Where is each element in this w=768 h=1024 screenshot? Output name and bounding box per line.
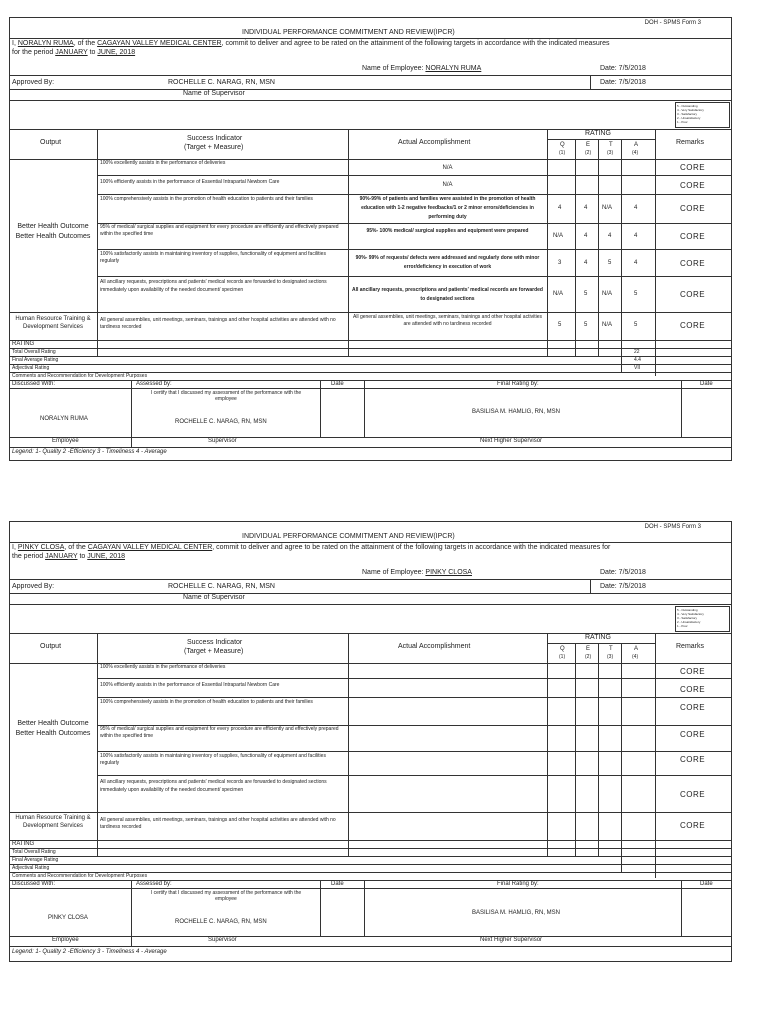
actual-row-2: N/A xyxy=(442,182,453,188)
date-label: Date xyxy=(331,881,344,887)
total-rating-value: 22 xyxy=(634,349,640,355)
remark-row-4: CORE xyxy=(680,232,706,241)
form-number: DOH - SPMS Form 3 xyxy=(644,20,701,26)
rating-q-row-6: N/A xyxy=(553,291,564,297)
supervisor-name: ROCHELLE C. NARAG, RN, MSN xyxy=(168,583,275,590)
next-supervisor-caption: Next Higher Supervisor xyxy=(480,438,543,444)
employee-caption: Employee xyxy=(52,438,79,444)
final-rating-by-label: Final Rating by: xyxy=(497,381,539,387)
col-a: A xyxy=(634,142,639,148)
indicator-row-6: All ancillary requests, prescriptions and patients' medical records are forwarded to designated sections immediately upon availability of the needed document/ specimen xyxy=(100,279,327,293)
date-label-2: Date xyxy=(700,381,713,387)
comments-label: Comments and Recommendation for Development Purposes xyxy=(12,873,148,879)
indicator-row-7: All general assemblies, unit meetings, seminars, trainings and other hospital activities are attended with no tardiness recorded xyxy=(100,817,336,830)
legend: Legend: 1- Quality 2 -Efficiency 3 - Timeliness 4 - Average xyxy=(12,949,167,955)
col-q-num: (1) xyxy=(559,150,566,156)
rating-q-row-7: 5 xyxy=(558,322,562,328)
date-label-2: Date xyxy=(700,881,713,887)
col-a: A xyxy=(634,646,639,652)
employee-signature: NORALYN RUMA xyxy=(40,416,88,422)
assessed-by-label: Assessed by: xyxy=(136,381,172,387)
total-rating-label: Total Overall Rating xyxy=(12,849,56,855)
actual-row-3: 90%-99% of patients and families were assisted in the promotion of health education with 1-2 negative feedbacks/1 or 2 minor errors/deficiencies in performing duty xyxy=(359,196,536,220)
actual-row-6: All ancillary requests, prescriptions and patients' medical records are forwarded to designated sections xyxy=(352,287,543,302)
rating-q-row-4: N/A xyxy=(553,233,564,239)
col-e-num: (2) xyxy=(585,150,592,156)
col-e-num: (2) xyxy=(585,654,592,660)
rating-a-row-5: 4 xyxy=(634,260,638,266)
remark-row-3: CORE xyxy=(680,703,706,712)
rating-e-row-3: 4 xyxy=(584,205,588,211)
supervisor-signature: ROCHELLE C. NARAG, RN, MSN xyxy=(175,419,267,425)
col-success-indicator: Success Indicator xyxy=(187,639,243,646)
rating-a-row-4: 4 xyxy=(634,233,638,239)
col-remarks: Remarks xyxy=(676,643,705,650)
final-average-label: Final Average Rating xyxy=(12,857,59,863)
supervisor-name: ROCHELLE C. NARAG, RN, MSN xyxy=(168,79,275,86)
remark-row-2: CORE xyxy=(680,685,706,694)
col-output: Output xyxy=(40,139,62,146)
rating-scale-legend: 5 - Outstanding 4 - Very Satisfactory 3 - Satisfactory 2 - Unsatisfactory 1 - Poor xyxy=(675,102,730,128)
rating-a-row-7: 5 xyxy=(634,322,638,328)
output-hr-training: Human Resource Training & Development Services xyxy=(15,815,91,829)
indicator-row-3: 100% comprehensively assists in the promotion of health education to patients and their families xyxy=(100,196,313,202)
indicator-row-5: 100% satisfactorily assists in maintaining inventory of supplies, functionality of equipment and facilities regularly xyxy=(100,251,326,264)
employee-name: Name of Employee: PINKY CLOSA xyxy=(362,569,472,576)
rating-summary-label: RATING xyxy=(12,341,35,347)
rating-t-row-4: 4 xyxy=(608,233,612,239)
col-e: E xyxy=(586,142,591,148)
rating-t-row-3: N/A xyxy=(602,205,613,211)
col-t: T xyxy=(609,142,613,148)
rating-scale-legend: 5 - Outstanding 4 - Very Satisfactory 3 - Satisfactory 2 - Unsatisfactory 1 - Poor xyxy=(675,606,730,632)
indicator-row-2: 100% efficiently assists in the performance of Essential Intrapartal Newborn Care xyxy=(100,179,280,185)
output-hr-training: Human Resource Training & Development Services xyxy=(15,316,91,330)
indicator-row-1: 100% excellently assists in the performance of deliveries xyxy=(100,160,226,166)
remark-row-1: CORE xyxy=(680,163,706,172)
commitment-line: I, PINKY CLOSA, of the CAGAYAN VALLEY MEDICAL CENTER, commit to deliver and agree to be rated on the attainment of the following targets in accordance with the indicated measures for xyxy=(12,544,611,551)
supervisor-signature: ROCHELLE C. NARAG, RN, MSN xyxy=(175,919,267,925)
col-q-num: (1) xyxy=(559,654,566,660)
next-supervisor-signature: BASILISA M. HAMLIG, RN, MSN xyxy=(472,409,561,415)
supervisor-label: Name of Supervisor xyxy=(183,90,245,97)
indicator-row-5: 100% satisfactorily assists in maintaining inventory of supplies, functionality of equipment and facilities regularly xyxy=(100,753,326,766)
col-rating: RATING xyxy=(585,130,611,137)
ipcr-form-2 xyxy=(9,521,732,962)
col-t-num: (3) xyxy=(607,150,614,156)
employee-caption: Employee xyxy=(52,937,79,943)
rating-q-row-3: 4 xyxy=(558,205,562,211)
date-label: Date xyxy=(331,381,344,387)
remark-row-6: CORE xyxy=(680,790,706,799)
col-actual: Actual Accomplishment xyxy=(398,643,471,650)
final-average-value: 4.4 xyxy=(634,357,641,363)
col-actual: Actual Accomplishment xyxy=(398,139,471,146)
output-better-health: Better Health Outcome Better Health Outcomes xyxy=(15,223,91,240)
col-success-indicator: Success Indicator xyxy=(187,135,243,142)
discussed-with-label: Discussed With: xyxy=(12,881,56,887)
final-rating-by-label: Final Rating by: xyxy=(497,881,539,887)
form-number: DOH - SPMS Form 3 xyxy=(644,524,701,530)
indicator-row-4: 95% of medical/ surgical supplies and equipment for every procedure are efficiently and effectively prepared within the specified time xyxy=(100,726,339,739)
legend: Legend: 1- Quality 2 -Efficiency 3 - Timeliness 4 - Average xyxy=(12,449,167,455)
col-q: Q xyxy=(560,646,565,652)
actual-row-5: 90%- 99% of requests/ defects were addressed and regularly done with minor error/deficiency in execution of work xyxy=(355,255,540,270)
rating-t-row-7: N/A xyxy=(602,322,613,328)
period-line: the period JANUARY to JUNE, 2018 xyxy=(12,553,125,560)
supervisor-caption: Supervisor xyxy=(208,937,237,943)
rating-summary-label: RATING xyxy=(12,841,35,847)
rating-a-row-3: 4 xyxy=(634,205,638,211)
date-2: Date: 7/5/2018 xyxy=(600,583,646,590)
next-supervisor-signature: BASILISA M. HAMLIG, RN, MSN xyxy=(472,910,561,916)
rating-t-row-5: 5 xyxy=(608,260,612,266)
total-rating-label: Total Overall Rating xyxy=(12,349,56,355)
indicator-row-4: 95% of medical/ surgical supplies and equipment for every procedure are efficiently and effectively prepared within the specified time xyxy=(100,224,339,237)
rating-t-row-6: N/A xyxy=(602,291,613,297)
col-output: Output xyxy=(40,643,62,650)
rating-e-row-6: 5 xyxy=(584,291,588,297)
certify-statement: I certify that I discussed my assessment of the performance with the employee xyxy=(150,390,302,402)
comments-label: Comments and Recommendation for Development Purposes xyxy=(12,373,148,379)
supervisor-label: Name of Supervisor xyxy=(183,594,245,601)
supervisor-caption: Supervisor xyxy=(208,438,237,444)
remark-row-7: CORE xyxy=(680,821,706,830)
col-a-num: (4) xyxy=(632,150,639,156)
discussed-with-label: Discussed With: xyxy=(12,381,56,387)
remark-row-5: CORE xyxy=(680,755,706,764)
indicator-row-1: 100% excellently assists in the performance of deliveries xyxy=(100,664,226,670)
adjectival-value: VII xyxy=(634,365,641,371)
rating-e-row-5: 4 xyxy=(584,260,588,266)
employee-signature: PINKY CLOSA xyxy=(48,915,88,921)
col-t-num: (3) xyxy=(607,654,614,660)
date-1: Date: 7/5/2018 xyxy=(600,65,646,72)
rating-e-row-4: 4 xyxy=(584,233,588,239)
date-2: Date: 7/5/2018 xyxy=(600,79,646,86)
remark-row-7: CORE xyxy=(680,321,706,330)
rating-e-row-7: 5 xyxy=(584,322,588,328)
rating-a-row-6: 5 xyxy=(634,291,638,297)
remark-row-4: CORE xyxy=(680,730,706,739)
remark-row-3: CORE xyxy=(680,204,706,213)
final-average-label: Final Average Rating xyxy=(12,357,59,363)
indicator-row-7: All general assemblies, unit meetings, seminars, trainings and other hospital activities are attended with no tardiness recorded xyxy=(100,317,336,330)
certify-statement: I certify that I discussed my assessment of the performance with the employee xyxy=(150,890,302,902)
actual-row-4: 95%- 100% medical/ surgical supplies and equipment were prepared xyxy=(366,228,529,234)
assessed-by-label: Assessed by: xyxy=(136,881,172,887)
form-title: INDIVIDUAL PERFORMANCE COMMITMENT AND REVIEW(IPCR) xyxy=(242,533,455,540)
indicator-row-2: 100% efficiently assists in the performance of Essential Intrapartal Newborn Care xyxy=(100,682,280,688)
col-target-measure: (Target + Measure) xyxy=(184,648,244,655)
col-target-measure: (Target + Measure) xyxy=(184,144,244,151)
indicator-row-3: 100% comprehensively assists in the promotion of health education to patients and their families xyxy=(100,699,313,705)
col-q: Q xyxy=(560,142,565,148)
actual-row-1: N/A xyxy=(442,165,453,171)
date-1: Date: 7/5/2018 xyxy=(600,569,646,576)
col-t: T xyxy=(609,646,613,652)
rating-q-row-5: 3 xyxy=(558,260,562,266)
employee-name: Name of Employee: NORALYN RUMA xyxy=(362,65,482,72)
col-a-num: (4) xyxy=(632,654,639,660)
col-e: E xyxy=(586,646,591,652)
form-title: INDIVIDUAL PERFORMANCE COMMITMENT AND REVIEW(IPCR) xyxy=(242,29,455,36)
remark-row-5: CORE xyxy=(680,259,706,268)
period-line: for the period JANUARY to JUNE, 2018 xyxy=(12,49,136,56)
col-remarks: Remarks xyxy=(676,139,705,146)
next-supervisor-caption: Next Higher Supervisor xyxy=(480,937,543,943)
adjectival-label: Adjectival Rating xyxy=(12,365,50,371)
actual-row-7: All general assemblies, unit meetings, seminars, trainings and other hospital activities are attended with no tardiness recorded xyxy=(353,314,542,327)
remark-row-1: CORE xyxy=(680,667,706,676)
adjectival-label: Adjectival Rating xyxy=(12,865,50,871)
approved-by-label: Approved By: xyxy=(12,583,55,590)
remark-row-2: CORE xyxy=(680,181,706,190)
approved-by-label: Approved By: xyxy=(12,79,55,86)
commitment-line: I, NORALYN RUMA, of the CAGAYAN VALLEY MEDICAL CENTER, commit to deliver and agree to be rated on the attainment of the following targets in accordance with the indicated measures xyxy=(12,40,610,47)
remark-row-6: CORE xyxy=(680,290,706,299)
ipcr-form-1 xyxy=(9,17,732,461)
output-better-health: Better Health Outcome Better Health Outcomes xyxy=(15,720,91,737)
indicator-row-6: All ancillary requests, prescriptions and patients' medical records are forwarded to designated sections immediately upon availability of the needed document/ specimen xyxy=(100,779,327,793)
col-rating: RATING xyxy=(585,634,611,641)
